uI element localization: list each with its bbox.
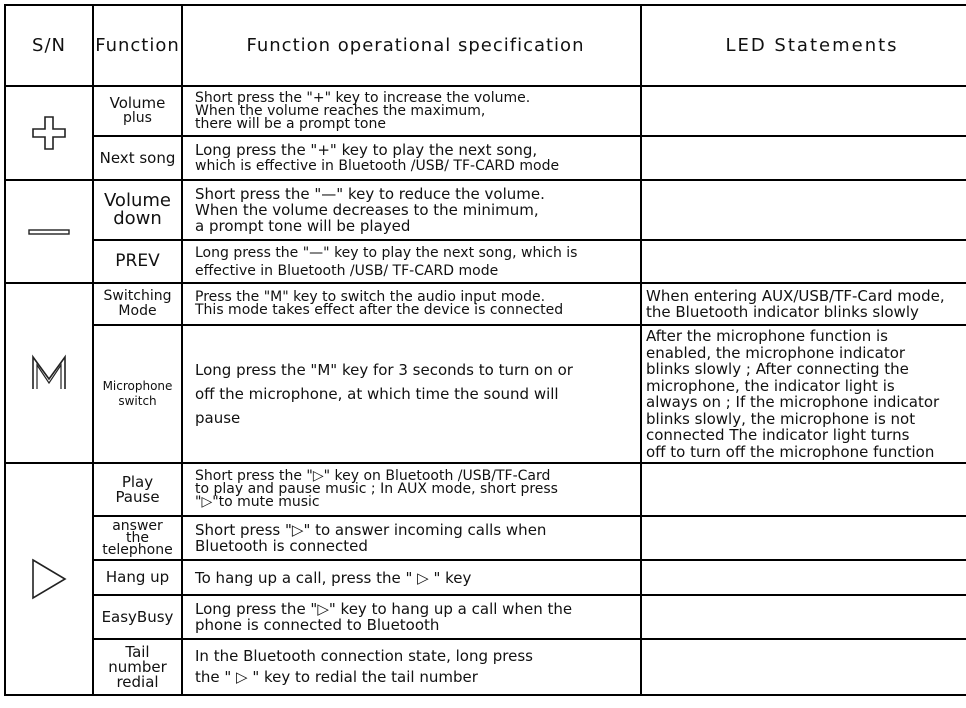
function-cell: Next song bbox=[93, 136, 182, 180]
header-sn: S/N bbox=[5, 5, 93, 86]
symbol-cell bbox=[5, 283, 93, 463]
led-cell: When entering AUX/USB/TF-Card mode, the Bluetooth indicator blinks slowly bbox=[641, 283, 966, 325]
led-cell bbox=[641, 180, 966, 240]
table-row bbox=[5, 240, 966, 283]
function-cell: EasyBusy bbox=[93, 595, 182, 639]
header-row bbox=[5, 5, 966, 86]
symbol-cell bbox=[5, 463, 93, 695]
table-row bbox=[5, 639, 966, 695]
spec-cell: Short press the "—" key to reduce the volume. When the volume decreases to the minimum, a prompt tone will be played bbox=[182, 180, 641, 240]
spec-cell: Short press "▷" to answer incoming calls when Bluetooth is connected bbox=[182, 516, 641, 560]
spec-cell: Short press the "+" key to increase the volume. When the volume reaches the maximum, there will be a prompt tone bbox=[182, 86, 641, 136]
table-row bbox=[5, 560, 966, 595]
spec-cell: Long press the "—" key to play the next song, which is effective in Bluetooth /USB/ TF-CARD mode bbox=[182, 240, 641, 283]
plus-icon bbox=[29, 113, 69, 153]
spec-cell: In the Bluetooth connection state, long press the " ▷ " key to redial the tail number bbox=[182, 639, 641, 695]
header-spec: Function operational specification bbox=[182, 5, 641, 86]
m-icon bbox=[29, 353, 69, 393]
function-cell: answer the telephone bbox=[93, 516, 182, 560]
led-cell bbox=[641, 240, 966, 283]
table-row bbox=[5, 595, 966, 639]
header-led: LED Statements bbox=[641, 5, 966, 86]
led-cell bbox=[641, 639, 966, 695]
play-triangle-icon bbox=[29, 557, 69, 601]
function-cell: Volume down bbox=[93, 180, 182, 240]
led-cell bbox=[641, 86, 966, 136]
table-row bbox=[5, 463, 966, 516]
led-cell bbox=[641, 516, 966, 560]
function-cell: Volume plus bbox=[93, 86, 182, 136]
table-row bbox=[5, 283, 966, 325]
led-cell bbox=[641, 560, 966, 595]
function-cell: PREV bbox=[93, 240, 182, 283]
table-row bbox=[5, 136, 966, 180]
spec-cell: To hang up a call, press the " ▷ " key bbox=[182, 560, 641, 595]
header-function: Function bbox=[93, 5, 182, 86]
spec-cell: Long press the "+" key to play the next song, which is effective in Bluetooth /USB/ TF-CARD mode bbox=[182, 136, 641, 180]
led-cell bbox=[641, 463, 966, 516]
led-cell bbox=[641, 595, 966, 639]
function-cell: Switching Mode bbox=[93, 283, 182, 325]
spec-table-container bbox=[4, 4, 960, 704]
symbol-cell bbox=[5, 86, 93, 180]
function-cell: Tail number redial bbox=[93, 639, 182, 695]
spec-cell: Long press the "M" key for 3 seconds to turn on or off the microphone, at which time the sound will pause bbox=[182, 325, 641, 463]
spec-cell: Short press the "▷" key on Bluetooth /USB/TF-Card to play and pause music ; In AUX mode, short press "▷"to mute music bbox=[182, 463, 641, 516]
table-row bbox=[5, 86, 966, 136]
led-cell bbox=[641, 136, 966, 180]
spec-cell: Long press the "▷" key to hang up a call when the phone is connected to Bluetooth bbox=[182, 595, 641, 639]
table-row bbox=[5, 180, 966, 240]
function-cell: Play Pause bbox=[93, 463, 182, 516]
spec-cell: Press the "M" key to switch the audio input mode. This mode takes effect after the device is connected bbox=[182, 283, 641, 325]
symbol-cell bbox=[5, 180, 93, 283]
function-cell: Hang up bbox=[93, 560, 182, 595]
led-cell: After the microphone function is enabled, the microphone indicator blinks slowly ; After connecting the microphone, the indicator light is always on ; If the microphone indicator blinks slowly, the microphone is not connected The indicator light turns off to turn off the microphone function bbox=[641, 325, 966, 463]
table-row bbox=[5, 516, 966, 560]
table-row bbox=[5, 325, 966, 463]
function-cell: Microphone switch bbox=[93, 325, 182, 463]
minus-icon bbox=[27, 224, 71, 240]
function-spec-table bbox=[4, 4, 966, 696]
